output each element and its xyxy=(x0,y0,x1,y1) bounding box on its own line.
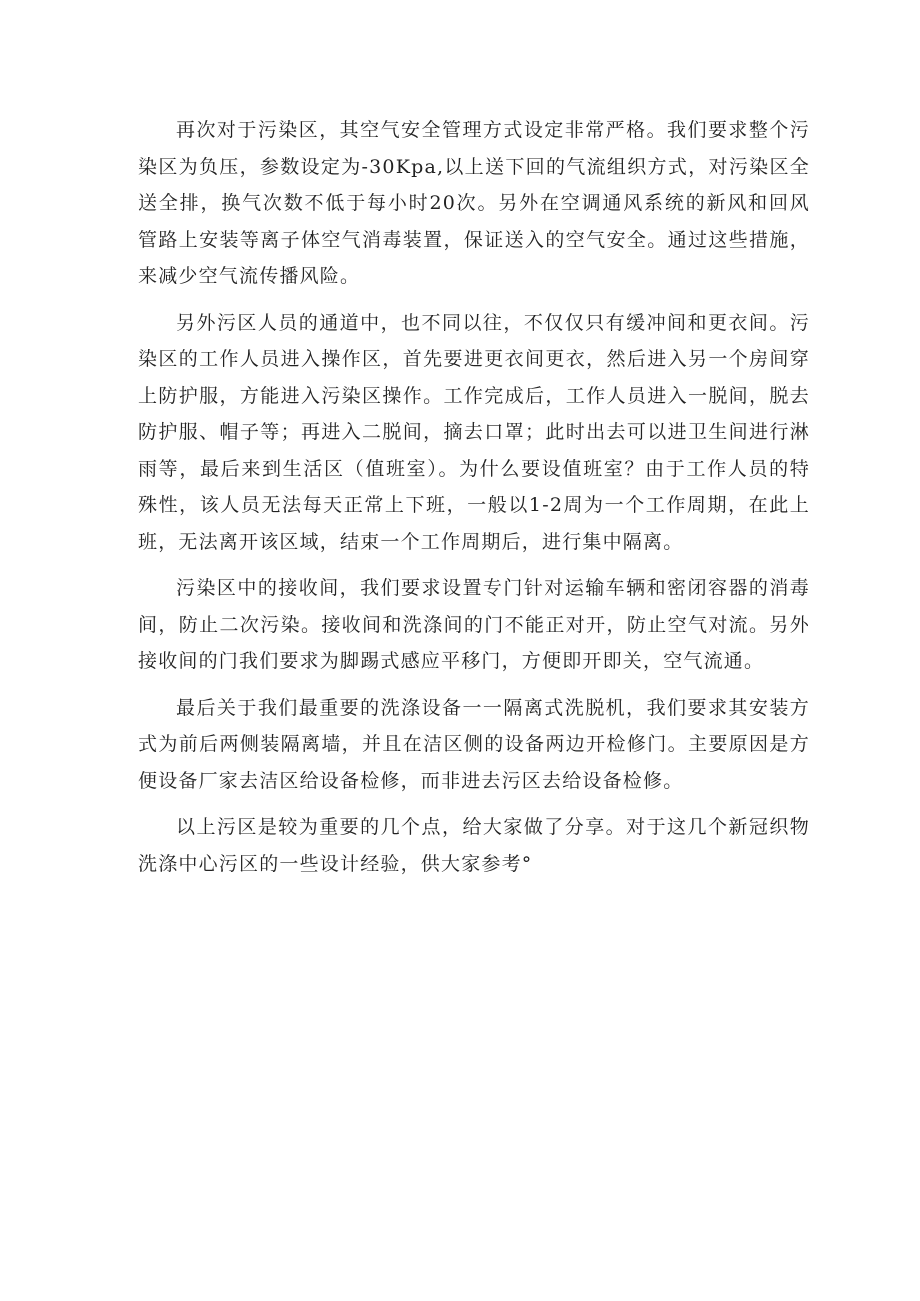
paragraph-staff-passage: 另外污区人员的通道中，也不同以往，不仅仅只有缓冲间和更衣间。污染区的工作人员进入操作区，首先要进更衣间更衣，然后进入另一个房间穿上防护服，方能进入污染区操作。工作完成后，工作人员进入一脱间，脱去防护服、帽子等；再进入二脱间，摘去口罩；此时出去可以进卫生间进行淋雨等，最后来到生活区（值班室）。为什么要设值班室？由于工作人员的特殊性，该人员无法每天正常上下班，一般以1-2周为一个工作周期，在此上班，无法离开该区域，结束一个工作周期后，进行集中隔离。 xyxy=(138,311,810,553)
paragraph-washing-equipment: 最后关于我们最重要的洗涤设备一一隔离式洗脱机，我们要求其安装方式为前后两侧装隔离墙，并且在洁区侧的设备两边开检修门。主要原因是方便设备厂家去洁区给设备检修，而非进去污区去给设备检修。 xyxy=(138,696,810,792)
paragraph-air-safety: 再次对于污染区，其空气安全管理方式设定非常严格。我们要求整个污染区为负压，参数设定为-30Kpa,以上送下回的气流组织方式，对污染区全送全排，换气次数不低于每小时20次。另外在空调通风系统的新风和回风管路上安装等离子体空气消毒装置，保证送入的空气安全。通过这些措施，来减少空气流传播风险。 xyxy=(138,119,810,287)
paragraph-receiving-room: 污染区中的接收间，我们要求设置专门针对运输车辆和密闭容器的消毒间，防止二次污染。接收间和洗涤间的门不能正对开，防止空气对流。另外接收间的门我们要求为脚踢式感应平移门，方便即开即关，空气流通。 xyxy=(138,577,810,672)
paragraph-conclusion: 以上污区是较为重要的几个点，给大家做了分享。对于这几个新冠织物洗涤中心污区的一些设计经验，供大家参考° xyxy=(138,816,810,875)
document-body xyxy=(138,112,810,892)
